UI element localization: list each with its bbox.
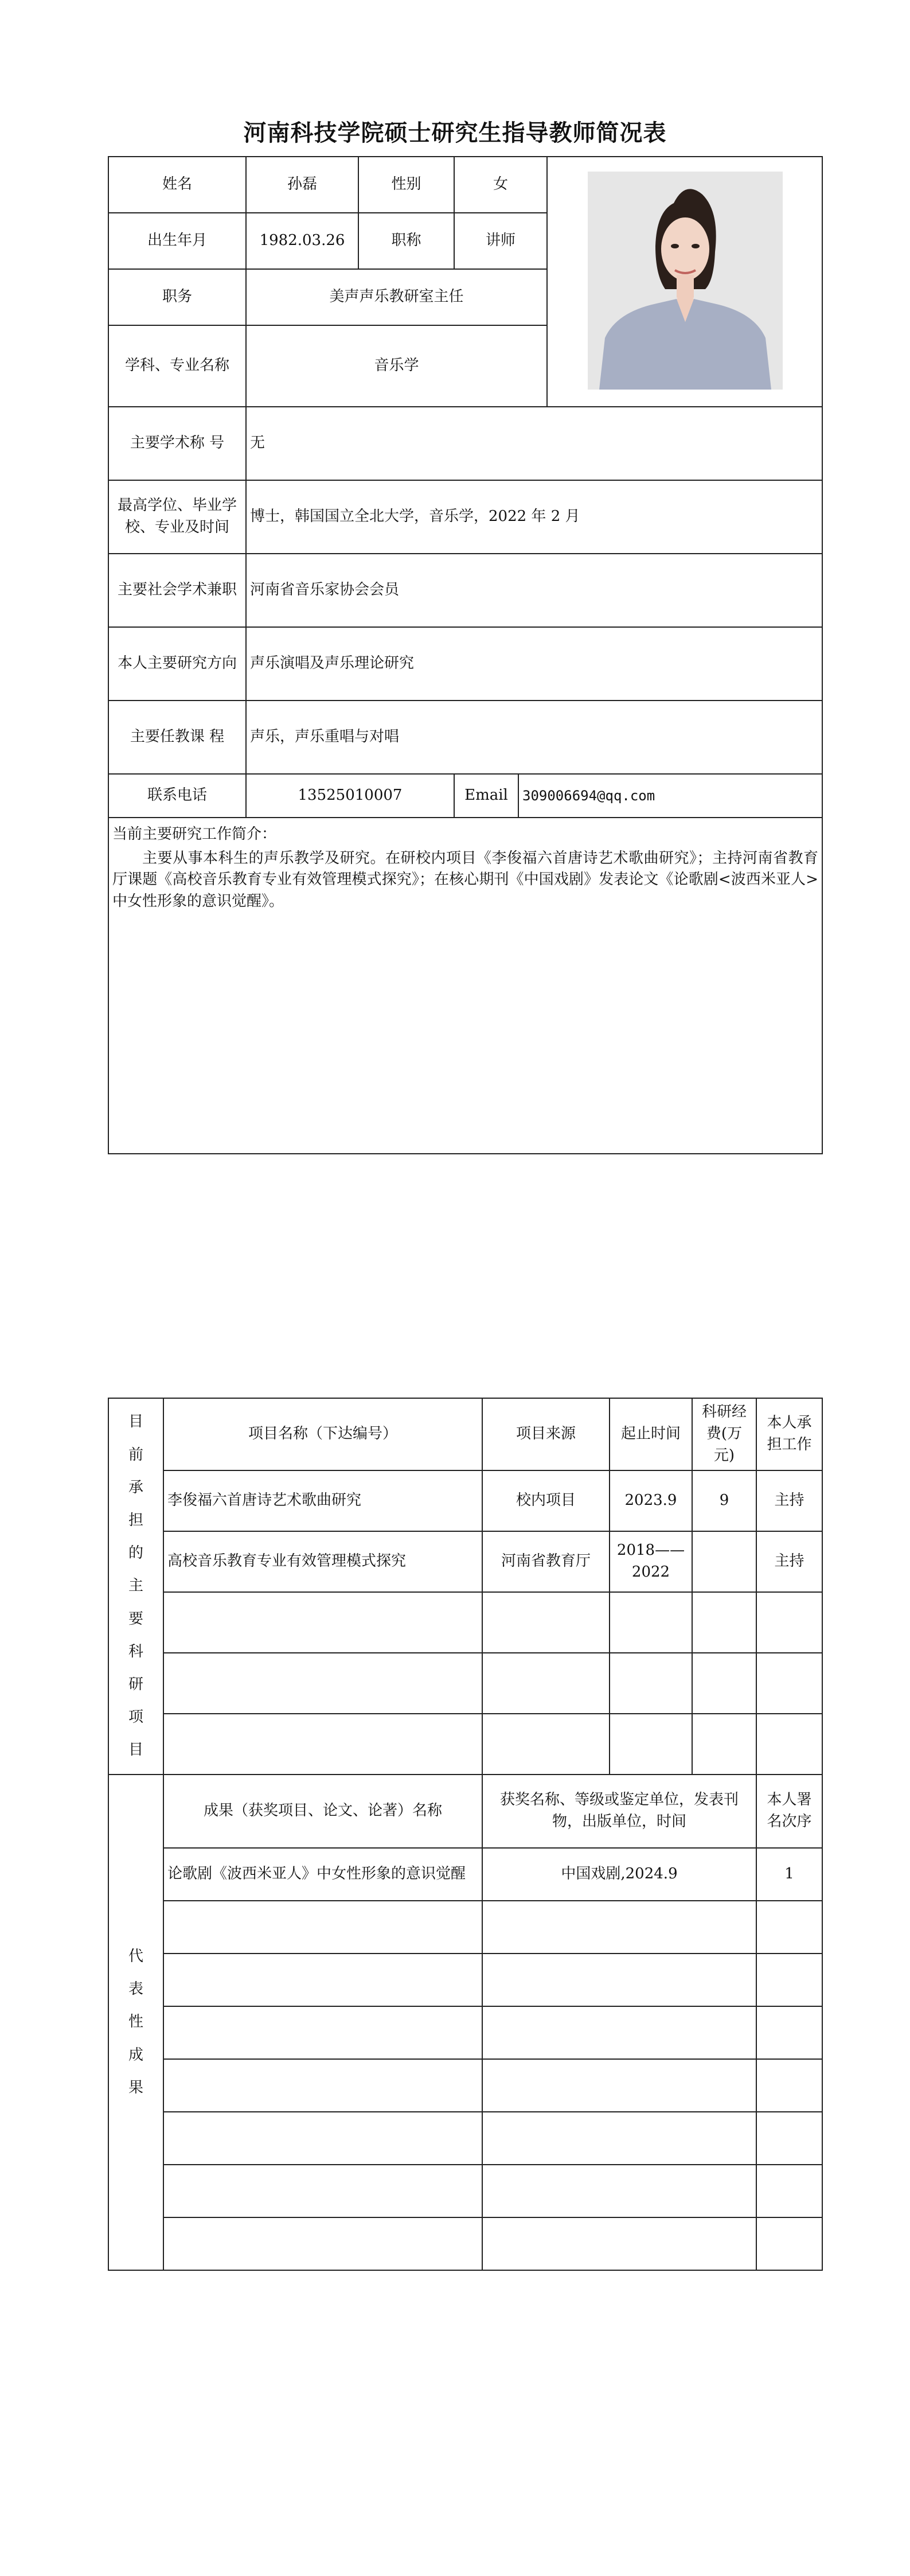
project-source: 河南省教育厅 [482, 1531, 610, 1592]
name-label: 姓名 [108, 157, 246, 213]
achievement-row [108, 2006, 822, 2059]
achievement-order [756, 2006, 822, 2059]
project-name-header: 项目名称（下达编号） [163, 1398, 482, 1470]
projects-side-label: 目 前 承 担 的 主 要 科 研 项 目 [108, 1398, 163, 1775]
project-row [108, 1470, 822, 1531]
achievement-venue [482, 2059, 756, 2112]
achievement-venue [482, 2112, 756, 2165]
achievement-venue [482, 1954, 756, 2006]
project-source [482, 1653, 610, 1714]
achievement-name [163, 1901, 482, 1954]
project-funding: 9 [692, 1470, 756, 1531]
birth-label: 出生年月 [108, 213, 246, 269]
achievement-venue: 中国戏剧,2024.9 [482, 1848, 756, 1901]
project-source [482, 1714, 610, 1775]
social-role-label: 主要社会学术兼职 [108, 554, 246, 627]
project-period-header: 起止时间 [610, 1398, 692, 1470]
achievements-side-label: 代 表 性 成 果 [108, 1775, 163, 2270]
achievement-order [756, 1901, 822, 1954]
email-label: Email [454, 774, 518, 818]
project-source [482, 1592, 610, 1653]
achievement-order: 1 [756, 1848, 822, 1901]
form-title: 河南科技学院硕士研究生指导教师简况表 [243, 120, 667, 146]
research-brief [108, 818, 822, 1154]
project-funding [692, 1714, 756, 1775]
project-name: 李俊福六首唐诗艺术歌曲研究 [163, 1470, 482, 1531]
project-row [108, 1653, 822, 1714]
discipline-label: 学科、专业名称 [108, 325, 246, 407]
project-role [756, 1592, 822, 1653]
research-direction-value: 声乐演唱及声乐理论研究 [246, 627, 822, 701]
achievement-name: 论歌剧《波西米亚人》中女性形象的意识觉醒 [163, 1848, 482, 1901]
project-name: 高校音乐教育专业有效管理模式探究 [163, 1531, 482, 1592]
degree-value: 博士，韩国国立全北大学，音乐学，2022 年 2 月 [246, 480, 822, 554]
gender-label: 性别 [358, 157, 454, 213]
achievement-row [108, 2165, 822, 2217]
birth-value: 1982.03.26 [246, 213, 358, 269]
research-brief-text: 主要从事本科生的声乐教学及研究。在研校内项目《李俊福六首唐诗艺术歌曲研究》；主持河南省教育厅课题《高校音乐教育专业有效管理模式探究》；在核心期刊《中国戏剧》发表论文《论歌剧<波西米亚人>中女性形象的意识觉醒》。 [112, 849, 819, 910]
project-role: 主持 [756, 1531, 822, 1592]
name-value: 孙磊 [246, 157, 358, 213]
project-name [163, 1714, 482, 1775]
achievement-row [108, 2112, 822, 2165]
achievement-row [108, 2059, 822, 2112]
achievement-order [756, 2217, 822, 2270]
courses-value: 声乐，声乐重唱与对唱 [246, 701, 822, 774]
rank-value: 讲师 [454, 213, 547, 269]
project-source: 校内项目 [482, 1470, 610, 1531]
project-funding-header: 科研经费(万元) [692, 1398, 756, 1470]
rank-label: 职称 [358, 213, 454, 269]
position-label: 职务 [108, 269, 246, 325]
project-row [108, 1531, 822, 1592]
research-brief-heading: 当前主要研究工作简介： [112, 826, 277, 843]
degree-label: 最高学位、毕业学校、专业及时间 [108, 480, 246, 554]
project-row [108, 1714, 822, 1775]
email-value: 309006694@qq.com [518, 774, 822, 818]
achievement-venue [482, 2165, 756, 2217]
social-role-value: 河南省音乐家协会会员 [246, 554, 822, 627]
project-period [610, 1592, 692, 1653]
project-funding [692, 1653, 756, 1714]
achievement-order [756, 2059, 822, 2112]
project-funding [692, 1592, 756, 1653]
achievement-venue-header: 获奖名称、等级或鉴定单位，发表刊物，出版单位，时间 [482, 1775, 756, 1848]
achievement-name-header: 成果（获奖项目、论文、论著）名称 [163, 1775, 482, 1848]
project-name [163, 1592, 482, 1653]
academic-title-label: 主要学术称 号 [108, 407, 246, 480]
achievement-order [756, 2112, 822, 2165]
achievement-name [163, 2006, 482, 2059]
achievement-order-header: 本人署名次序 [756, 1775, 822, 1848]
project-role: 主持 [756, 1470, 822, 1531]
achievement-name [163, 2217, 482, 2270]
project-row [108, 1592, 822, 1653]
project-period: 2023.9 [610, 1470, 692, 1531]
achievement-venue [482, 1901, 756, 1954]
project-role-header: 本人承担工作 [756, 1398, 822, 1470]
project-source-header: 项目来源 [482, 1398, 610, 1470]
position-value: 美声声乐教研室主任 [246, 269, 547, 325]
project-role [756, 1653, 822, 1714]
achievement-order [756, 1954, 822, 2006]
project-role [756, 1714, 822, 1775]
achievement-venue [482, 2217, 756, 2270]
achievement-order [756, 2165, 822, 2217]
profile-table [108, 156, 823, 1154]
projects-achievements-table [108, 1398, 823, 2271]
achievement-row [108, 1901, 822, 1954]
achievement-row [108, 1848, 822, 1901]
project-period: 2018——2022 [610, 1531, 692, 1592]
achievement-row [108, 1954, 822, 2006]
courses-label: 主要任教课 程 [108, 701, 246, 774]
phone-label: 联系电话 [108, 774, 246, 818]
project-period [610, 1653, 692, 1714]
project-period [610, 1714, 692, 1775]
portrait-photo [588, 172, 783, 390]
gender-value: 女 [454, 157, 547, 213]
project-funding [692, 1531, 756, 1592]
photo-cell [547, 157, 822, 407]
achievement-name [163, 2112, 482, 2165]
project-name [163, 1653, 482, 1714]
research-direction-label: 本人主要研究方向 [108, 627, 246, 701]
discipline-value: 音乐学 [246, 325, 547, 407]
achievement-name [163, 1954, 482, 2006]
achievement-row [108, 2217, 822, 2270]
achievement-name [163, 2059, 482, 2112]
achievement-name [163, 2165, 482, 2217]
academic-title-value: 无 [246, 407, 822, 480]
achievement-venue [482, 2006, 756, 2059]
phone-value: 13525010007 [246, 774, 454, 818]
